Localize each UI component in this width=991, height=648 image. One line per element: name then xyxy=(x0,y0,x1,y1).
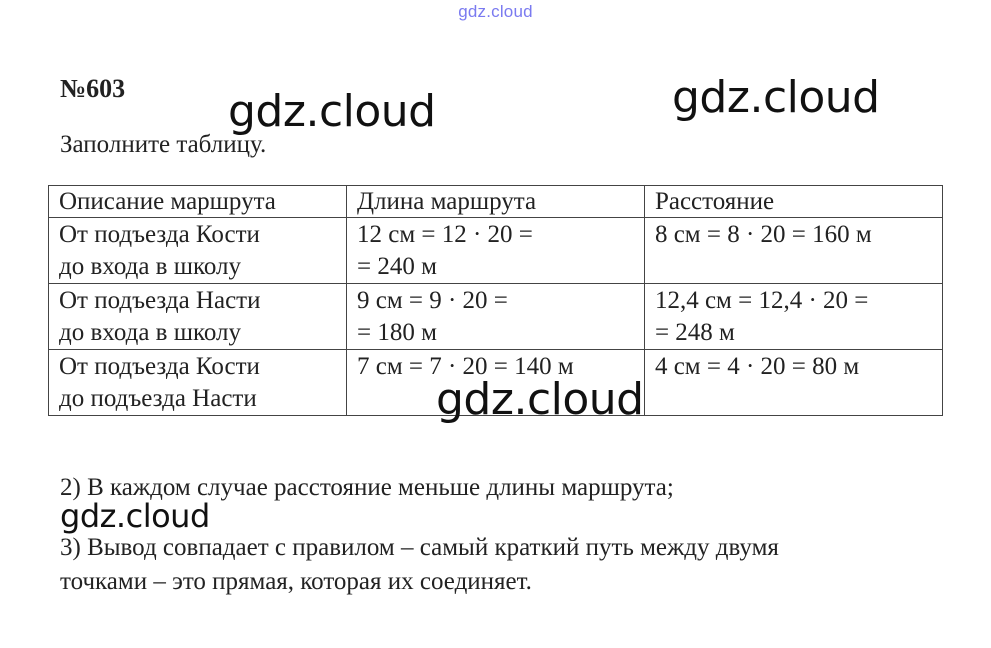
watermark-top: gdz.cloud xyxy=(458,2,533,21)
cell-line: 12 см = 12 · 20 = xyxy=(356,221,533,248)
cell-line: = 248 м xyxy=(654,319,735,346)
cell-line: = 180 м xyxy=(356,319,437,346)
answer-3 xyxy=(60,531,920,599)
table-row xyxy=(49,218,943,284)
answer-3-line-2: точками – это прямая, которая их соединяет. xyxy=(60,568,532,595)
cell-description xyxy=(49,350,347,416)
cell-length xyxy=(346,218,644,284)
cell-distance xyxy=(644,284,942,350)
cell-line: От подъезда Кости xyxy=(59,221,260,248)
cell-line: 9 см = 9 · 20 = xyxy=(356,287,508,314)
task-number: №603 xyxy=(60,74,126,103)
header-length: Длина маршрута xyxy=(346,186,644,218)
watermark-2: gdz.cloud xyxy=(672,72,880,123)
cell-distance xyxy=(644,218,942,284)
cell-line: до входа в школу xyxy=(59,253,241,280)
cell-line: От подъезда Кости xyxy=(59,353,260,380)
header-distance: Расстояние xyxy=(644,186,942,218)
answer-3-line-1: 3) Вывод совпадает с правилом – самый краткий путь между двумя xyxy=(60,534,779,561)
cell-line: = 240 м xyxy=(356,253,437,280)
cell-line: 12,4 см = 12,4 · 20 = xyxy=(654,287,869,314)
cell-line: 8 см = 8 · 20 = 160 м xyxy=(654,221,872,248)
watermark-3: gdz.cloud xyxy=(436,374,644,425)
cell-distance xyxy=(644,350,942,416)
cell-line: до входа в школу xyxy=(59,319,241,346)
task-instruction: Заполните таблицу. xyxy=(60,131,267,158)
cell-description xyxy=(49,284,347,350)
cell-line: 4 см = 4 · 20 = 80 м xyxy=(654,353,860,380)
cell-length xyxy=(346,284,644,350)
table-row xyxy=(49,284,943,350)
watermark-1: gdz.cloud xyxy=(228,86,436,137)
cell-line: до подъезда Насти xyxy=(59,385,257,412)
cell-line: 7 см = 7 · 20 = 140 м xyxy=(356,353,574,380)
answer-2: 2) В каждом случае расстояние меньше длины маршрута; xyxy=(60,474,674,501)
watermark-4: gdz.cloud xyxy=(60,497,210,535)
cell-description xyxy=(49,218,347,284)
header-description: Описание маршрута xyxy=(49,186,347,218)
cell-line: От подъезда Насти xyxy=(59,287,261,314)
table-header-row xyxy=(49,186,943,218)
